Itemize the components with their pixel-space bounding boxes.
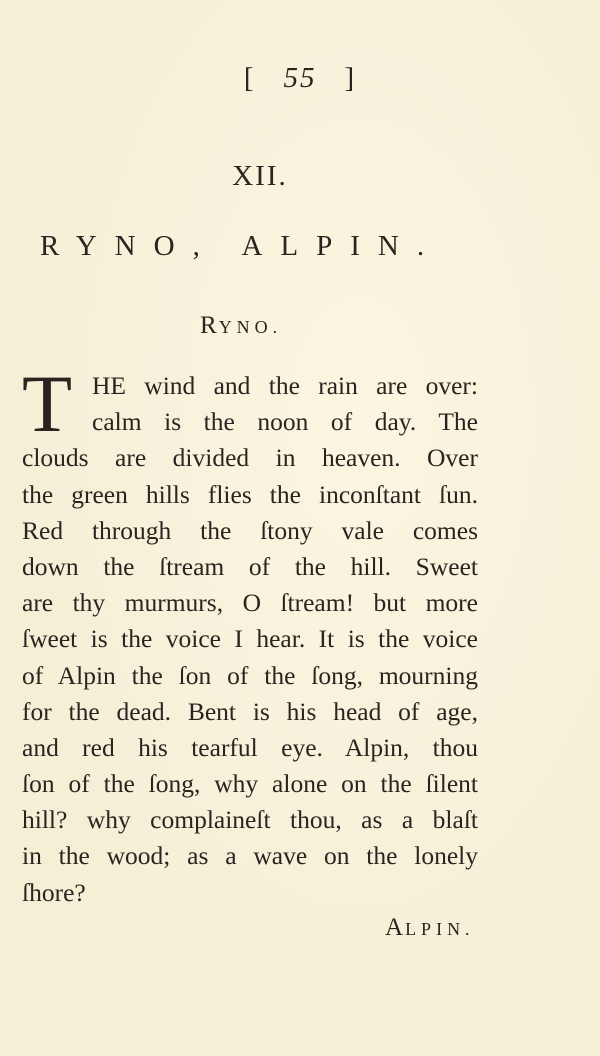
text-line: are thy murmurs, O ſtream! but more (22, 588, 478, 618)
first-paragraph-opening (22, 358, 478, 449)
text-line: ſhore? (22, 877, 86, 907)
page-number-close-bracket: ] (344, 62, 357, 94)
text-line: HE wind and the rain are over: (92, 371, 478, 400)
poem-title: RYNO, ALPIN. (40, 230, 443, 262)
page-number-value: 55 (283, 62, 317, 94)
speaker-heading-alpin-initial: A (385, 914, 406, 941)
body-text (22, 358, 478, 911)
page-number-open-bracket: [ (243, 62, 256, 94)
drop-cap: T (22, 358, 73, 449)
text-line: Red through the ſtony vale comes (22, 515, 478, 545)
text-line: ſon of the ſong, why alone on the ſilent (22, 769, 478, 799)
speaker-heading-ryno-rest: YNO. (218, 317, 283, 337)
text-line: of Alpin the ſon of the ſong, mourning (22, 660, 478, 690)
section-number: XII. (232, 160, 288, 192)
text-line: for the dead. Bent is his head of age, (22, 696, 478, 726)
speaker-heading-ryno (200, 312, 282, 340)
text-line: in the wood; as a wave on the lonely (22, 841, 478, 871)
text-line: hill? why complaineſt thou, as a blaſt (22, 805, 478, 835)
text-line: and red his tearful eye. Alpin, thou (22, 732, 478, 762)
page-number (0, 62, 600, 95)
speaker-heading-alpin-rest: LPIN. (405, 919, 475, 939)
text-line: calm is the noon of day. The (92, 407, 478, 437)
text-line: the green hills flies the inconſtant ſun. (22, 479, 478, 509)
speaker-heading-ryno-initial: R (200, 312, 219, 339)
speaker-heading-alpin (385, 914, 475, 942)
text-line: down the ſtream of the hill. Sweet (22, 551, 478, 581)
text-line: ſweet is the voice I hear. It is the voice (22, 624, 478, 654)
text-line: clouds are divided in heaven. Over (22, 443, 478, 473)
